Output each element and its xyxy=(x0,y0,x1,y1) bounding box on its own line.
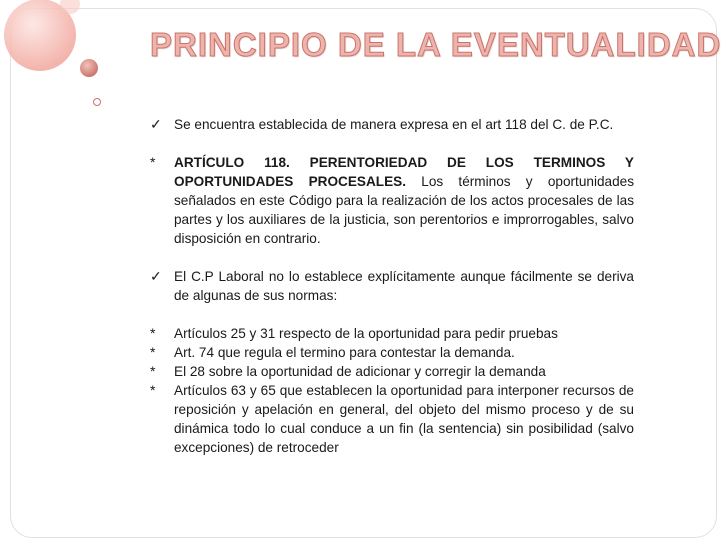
item-text: El C.P Laboral no lo establece explícitamente aunque fácilmente se deriva de algunas de sus normas: xyxy=(174,269,634,303)
asterisk-bullet: * xyxy=(150,154,156,170)
item-text: Se encuentra establecida de manera expresa en el art 118 del C. de P.C. xyxy=(174,117,614,132)
bullet-item xyxy=(150,115,634,134)
asterisk-bullet: * xyxy=(150,325,156,341)
bullet-item xyxy=(150,381,634,457)
bullet-item xyxy=(150,343,634,362)
item-text: Los términos y oportunidades señalados en este Código para la realización de los actos procesales de las partes y los auxiliares de la justicia, son perentorios e improrrogables, salvo disposición en contrario. xyxy=(174,174,634,246)
bullet-item xyxy=(150,324,634,343)
bullet-item xyxy=(150,267,634,305)
item-text: Artículos 63 y 65 que establecen la oportunidad para interponer recursos de reposición y apelación en general, del objeto del mismo proceso y de su dinámica todo lo cual conduce a un fin (la sentencia) sin posibilidad (salvo excepciones) de retroceder xyxy=(174,383,634,455)
item-text: Art. 74 que regula el termino para contestar la demanda. xyxy=(174,345,515,360)
asterisk-bullet: * xyxy=(150,382,156,398)
decorative-circle-medium xyxy=(80,59,98,77)
asterisk-bullet: * xyxy=(150,344,156,360)
article-heading: ARTÍCULO 118. PERENTORIEDAD DE LOS TERMINOS Y OPORTUNIDADES PROCESALES. xyxy=(174,155,634,189)
slide-title: PRINCIPIO DE LA EVENTUALIDAD xyxy=(150,26,722,63)
item-text: Artículos 25 y 31 respecto de la oportunidad para pedir pruebas xyxy=(174,326,558,341)
asterisk-bullet: * xyxy=(150,363,156,379)
slide-body xyxy=(150,115,634,457)
bullet-item xyxy=(150,153,634,248)
item-text: El 28 sobre la oportunidad de adicionar y corregir la demanda xyxy=(174,364,546,379)
decorative-circles xyxy=(0,0,140,140)
bullet-item xyxy=(150,362,634,381)
checkmark-icon: ✓ xyxy=(150,116,162,132)
checkmark-icon: ✓ xyxy=(150,268,162,284)
decorative-ring-small xyxy=(94,99,101,106)
